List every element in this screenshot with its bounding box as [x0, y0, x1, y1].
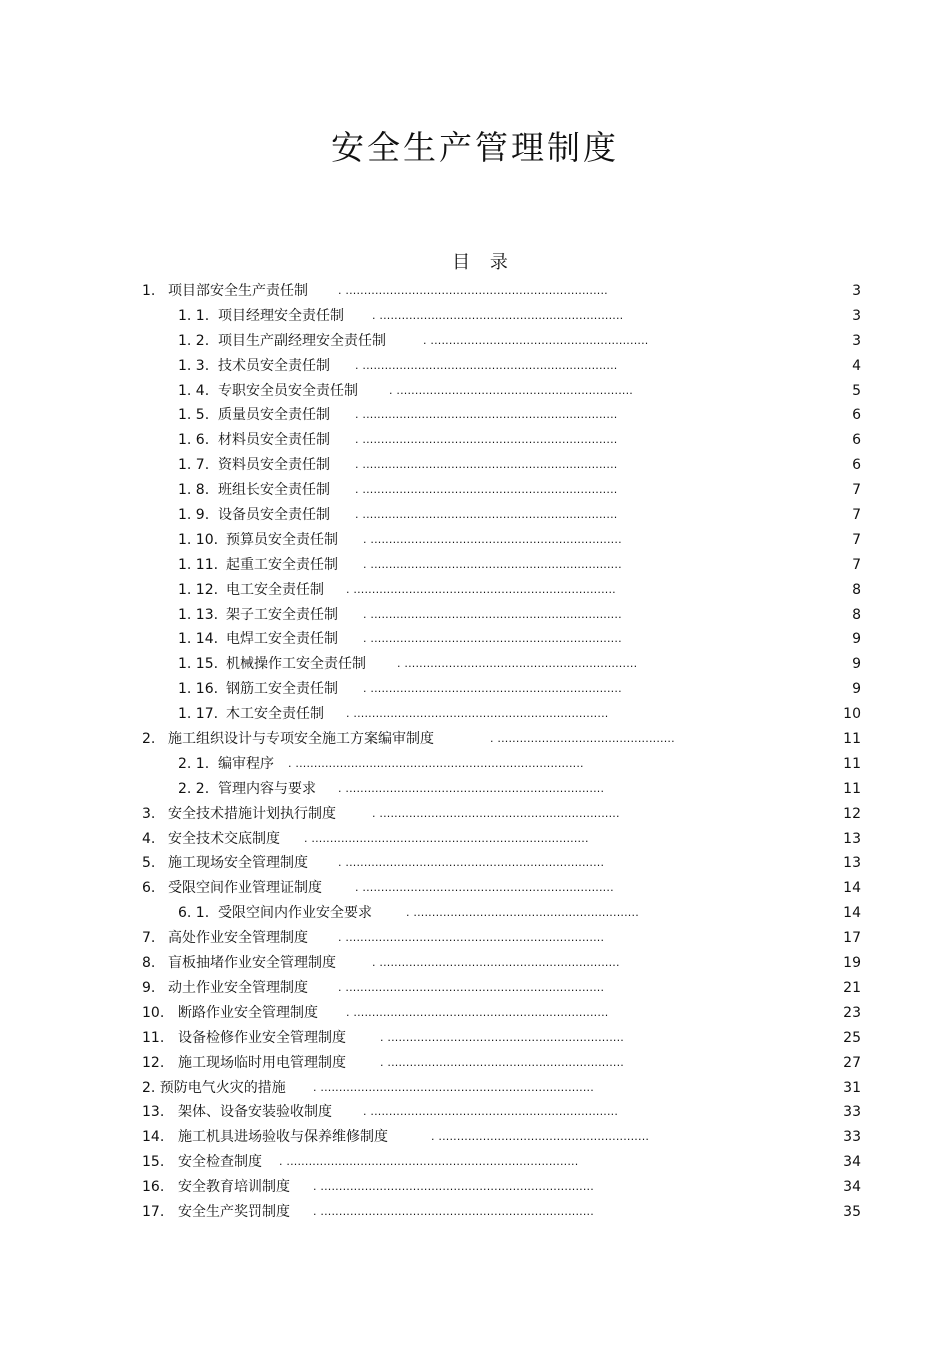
toc-entry-number: 14.	[142, 1129, 165, 1146]
toc-entry-title: 专职安全员安全责任制	[218, 382, 358, 399]
toc-dot-leader: . .....................................................................	[355, 508, 618, 522]
toc-entry-number: 1. 1.	[178, 307, 210, 324]
toc-dot-leader: . .......................................................................	[346, 582, 616, 596]
toc-entry-title: 电工安全责任制	[226, 581, 324, 598]
toc-entry-page: 8	[852, 606, 861, 623]
toc-dot-leader: . ..................................................................	[372, 308, 624, 322]
toc-entry-number: 15.	[142, 1154, 165, 1171]
toc-entry-title: 质量员安全责任制	[218, 407, 330, 424]
toc-entry-page: 9	[852, 681, 861, 698]
toc-entry[interactable]	[0, 901, 950, 926]
toc-entry[interactable]	[0, 304, 950, 329]
toc-entry[interactable]	[0, 1175, 950, 1200]
toc-dot-leader: . .....................................................................	[355, 358, 618, 372]
toc-entry[interactable]	[0, 428, 950, 453]
toc-entry-title: 木工安全责任制	[226, 706, 324, 723]
toc-entry-page: 6	[852, 407, 861, 424]
toc-entry-page: 25	[843, 1029, 861, 1046]
toc-entry-number: 1. 2.	[178, 332, 210, 349]
toc-entry-title: 安全技术措施计划执行制度	[168, 805, 336, 822]
toc-entry-number: 1. 10.	[178, 531, 219, 548]
toc-entry[interactable]	[0, 1051, 950, 1076]
toc-entry-title: 架体、设备安装验收制度	[178, 1104, 332, 1121]
toc-entry-page: 6	[852, 457, 861, 474]
toc-entry-number: 8.	[142, 955, 156, 972]
toc-entry-title: 技术员安全责任制	[218, 357, 330, 374]
toc-entry-title: 预算员安全责任制	[226, 531, 338, 548]
toc-dot-leader: . ................................................	[490, 732, 675, 746]
toc-entry-page: 23	[843, 1004, 861, 1021]
toc-entry-number: 1.	[142, 283, 156, 299]
toc-entry-page: 7	[852, 507, 861, 524]
toc-dot-leader: . ......................................................................	[338, 980, 605, 994]
toc-entry-title: 设备员安全责任制	[218, 507, 330, 524]
toc-entry-title: 项目部安全生产责任制	[168, 283, 308, 299]
toc-dot-leader: . ..........................................................................	[313, 1204, 594, 1218]
toc-dot-leader: . ...............................................................................	[279, 1155, 579, 1169]
toc-entry-title: 起重工安全责任制	[226, 556, 338, 573]
toc-dot-leader: . ..........................................................................	[313, 1180, 594, 1194]
toc-entry[interactable]	[0, 802, 950, 827]
toc-dot-leader: . .....................................................................	[355, 483, 618, 497]
toc-entry-title: 资料员安全责任制	[218, 457, 330, 474]
toc-entry-page: 7	[852, 482, 861, 499]
toc-entry[interactable]	[0, 1001, 950, 1026]
toc-entry[interactable]	[0, 652, 950, 677]
toc-entry-number: 1. 3.	[178, 357, 210, 374]
toc-entry[interactable]	[0, 627, 950, 652]
toc-entry[interactable]	[0, 578, 950, 603]
toc-entry-number: 7.	[142, 930, 156, 947]
toc-entry[interactable]	[0, 951, 950, 976]
toc-entry[interactable]	[0, 503, 950, 528]
toc-entry-title: 施工现场临时用电管理制度	[178, 1054, 346, 1071]
toc-entry-title: 盲板抽堵作业安全管理制度	[168, 955, 336, 972]
toc-dot-leader: . .........................................................	[431, 1130, 650, 1144]
toc-dot-leader: . ....................................................................	[355, 881, 614, 895]
toc-entry-number: 2. 2.	[178, 780, 210, 797]
toc-entry-page: 14	[843, 880, 861, 897]
toc-dot-leader: . ...........................................................	[423, 333, 649, 347]
toc-dot-leader: . .....................................................................	[355, 408, 618, 422]
toc-entry-title: 班组长安全责任制	[218, 482, 330, 499]
toc-dot-leader: . .............................................................	[406, 906, 639, 920]
toc-entry-number: 17.	[142, 1203, 165, 1220]
toc-entry-page: 6	[852, 432, 861, 449]
toc-entry-page: 3	[852, 307, 861, 324]
toc-entry-page: 4	[852, 357, 861, 374]
document-title: 安全生产管理制度	[331, 128, 619, 167]
toc-dot-leader: . ................................................................	[389, 383, 633, 397]
toc-entry-title: 安全教育培训制度	[178, 1179, 290, 1196]
toc-entry-number: 5.	[142, 855, 156, 872]
toc-entry-title: 受限空间作业管理证制度	[168, 880, 322, 897]
toc-dot-leader: . ...................................................................	[363, 1105, 619, 1119]
toc-entry-page: 5	[852, 382, 861, 399]
toc-entry-page: 19	[843, 955, 861, 972]
toc-entry-title: 项目生产副经理安全责任制	[218, 332, 386, 349]
toc-entry-number: 1. 8.	[178, 482, 210, 499]
toc-dot-leader: . ....................................................................	[363, 557, 622, 571]
toc-entry-title: 安全技术交底制度	[168, 830, 280, 847]
toc-entry-title: 施工现场安全管理制度	[168, 855, 308, 872]
toc-dot-leader: . ..........................................................................	[313, 1080, 594, 1094]
toc-entry-title: 动土作业安全管理制度	[168, 979, 308, 996]
toc-entry-title: 断路作业安全管理制度	[178, 1004, 318, 1021]
toc-dot-leader: . ......................................................................	[338, 931, 605, 945]
toc-entry[interactable]	[0, 453, 950, 478]
toc-entry-number: 1. 9.	[178, 507, 210, 524]
toc-entry-title: 设备检修作业安全管理制度	[178, 1029, 346, 1046]
toc-entry-title: 施工机具进场验收与保养维修制度	[178, 1129, 388, 1146]
toc-entry[interactable]	[0, 777, 950, 802]
toc-entry-page: 3	[852, 283, 861, 299]
toc-entry-page: 17	[843, 930, 861, 947]
toc-dot-leader: . ...............................................................	[397, 657, 638, 671]
toc-entry-title: 编审程序	[218, 755, 274, 772]
toc-entry-page: 27	[843, 1054, 861, 1071]
toc-entry-page: 31	[843, 1079, 861, 1096]
toc-entry[interactable]	[0, 1026, 950, 1051]
toc-entry-number: 6. 1.	[178, 905, 210, 922]
toc-entry[interactable]	[0, 1100, 950, 1125]
toc-entry-number: 9.	[142, 979, 156, 996]
toc-entry-number: 1. 15.	[178, 656, 219, 673]
toc-entry-page: 34	[843, 1179, 861, 1196]
toc-entry-page: 7	[852, 556, 861, 573]
toc-entry[interactable]	[0, 329, 950, 354]
toc-entry[interactable]	[0, 851, 950, 876]
toc-entry-title: 安全生产奖罚制度	[178, 1203, 290, 1220]
toc-entry-title: 施工组织设计与专项安全施工方案编审制度	[168, 731, 434, 748]
toc-dot-leader: . .....................................................................	[355, 458, 618, 472]
toc-entry-number: 1. 17.	[178, 706, 219, 723]
toc-entry[interactable]	[0, 876, 950, 901]
toc-entry-title: 电焊工安全责任制	[226, 631, 338, 648]
toc-entry-page: 35	[843, 1203, 861, 1220]
toc-entry[interactable]	[0, 603, 950, 628]
toc-entry-number: 1. 7.	[178, 457, 210, 474]
toc-dot-leader: . .....................................................................	[346, 1005, 609, 1019]
toc-entry[interactable]	[0, 1076, 950, 1101]
toc-entry-title: 机械操作工安全责任制	[226, 656, 366, 673]
toc-entry-number: 1. 12.	[178, 581, 219, 598]
toc-entry-page: 12	[843, 805, 861, 822]
toc-entry[interactable]	[0, 528, 950, 553]
toc-dot-leader: . .....................................................................	[355, 433, 618, 447]
toc-entry-number: 1. 6.	[178, 432, 210, 449]
toc-entry-title: 管理内容与要求	[218, 780, 316, 797]
toc-entry-number: 2. 1.	[178, 755, 210, 772]
toc-entry-page: 34	[843, 1154, 861, 1171]
toc-entry[interactable]	[0, 926, 950, 951]
toc-entry[interactable]	[0, 976, 950, 1001]
toc-heading: 目 录	[452, 252, 508, 273]
toc-entry-number: 1. 5.	[178, 407, 210, 424]
toc-entry-number: 2.	[142, 731, 156, 748]
toc-dot-leader: . .....................................................................	[346, 707, 609, 721]
toc-entry-page: 13	[843, 855, 861, 872]
toc-entry[interactable]	[0, 1150, 950, 1175]
toc-entry-page: 9	[852, 656, 861, 673]
toc-entry-number: 4.	[142, 830, 156, 847]
toc-dot-leader: . .................................................................	[372, 956, 620, 970]
toc-entry[interactable]	[0, 727, 950, 752]
toc-entry-number: 1. 4.	[178, 382, 210, 399]
toc-entry-page: 10	[843, 706, 861, 723]
toc-entry-page: 3	[852, 332, 861, 349]
toc-entry-page: 11	[843, 755, 861, 772]
toc-entry[interactable]	[0, 478, 950, 503]
toc-entry-page: 21	[843, 979, 861, 996]
toc-entry[interactable]	[0, 379, 950, 404]
toc-entry[interactable]	[0, 279, 950, 304]
toc-entry-page: 33	[843, 1104, 861, 1121]
toc-entry[interactable]	[0, 827, 950, 852]
toc-entry[interactable]	[0, 403, 950, 428]
toc-entry-number: 12.	[142, 1054, 165, 1071]
toc-dot-leader: . .................................................................	[372, 806, 620, 820]
toc-entry[interactable]	[0, 354, 950, 379]
toc-entry-number: 1. 16.	[178, 681, 219, 698]
toc-entry-page: 8	[852, 581, 861, 598]
toc-entry-number: 1. 11.	[178, 556, 219, 573]
toc-dot-leader: . ................................................................	[380, 1030, 624, 1044]
toc-dot-leader: . ....................................................................	[363, 532, 622, 546]
toc-entry-page: 9	[852, 631, 861, 648]
toc-entry-number: 1. 13.	[178, 606, 219, 623]
toc-entry-page: 7	[852, 531, 861, 548]
toc-entry[interactable]	[0, 1200, 950, 1225]
toc-entry-number: 11.	[142, 1029, 165, 1046]
toc-entry-title: 架子工安全责任制	[226, 606, 338, 623]
toc-dot-leader: . .......................................................................	[338, 284, 608, 297]
toc-entry[interactable]	[0, 677, 950, 702]
toc-entry-number: 1. 14.	[178, 631, 219, 648]
toc-dot-leader: . ....................................................................	[363, 607, 622, 621]
toc-entry[interactable]	[0, 553, 950, 578]
toc-entry-page: 33	[843, 1129, 861, 1146]
toc-dot-leader: . ....................................................................	[363, 682, 622, 696]
toc-entry-page: 11	[843, 731, 861, 748]
toc-entry-title: 受限空间内作业安全要求	[218, 905, 372, 922]
toc-entry-number: 10.	[142, 1004, 165, 1021]
table-of-contents	[0, 279, 950, 1225]
toc-entry[interactable]	[0, 752, 950, 777]
toc-entry-number: 6.	[142, 880, 156, 897]
toc-entry-page: 14	[843, 905, 861, 922]
toc-dot-leader: . ...........................................................................	[304, 831, 589, 845]
toc-entry-title: 2. 预防电气火灾的措施	[142, 1079, 286, 1096]
toc-entry[interactable]	[0, 1125, 950, 1150]
toc-dot-leader: . ......................................................................	[338, 781, 605, 795]
toc-entry-page: 11	[843, 780, 861, 797]
toc-dot-leader: . ..............................................................................	[288, 756, 584, 770]
toc-dot-leader: . ......................................................................	[338, 856, 605, 870]
toc-entry-number: 16.	[142, 1179, 165, 1196]
toc-dot-leader: . ....................................................................	[363, 632, 622, 646]
toc-entry-page: 13	[843, 830, 861, 847]
toc-entry-title: 材料员安全责任制	[218, 432, 330, 449]
toc-entry-number: 3.	[142, 805, 156, 822]
toc-entry-title: 钢筋工安全责任制	[226, 681, 338, 698]
toc-entry[interactable]	[0, 702, 950, 727]
toc-entry-title: 安全检查制度	[178, 1154, 262, 1171]
toc-entry-title: 高处作业安全管理制度	[168, 930, 308, 947]
toc-dot-leader: . ................................................................	[380, 1055, 624, 1069]
toc-entry-title: 项目经理安全责任制	[218, 307, 344, 324]
toc-entry-number: 13.	[142, 1104, 165, 1121]
